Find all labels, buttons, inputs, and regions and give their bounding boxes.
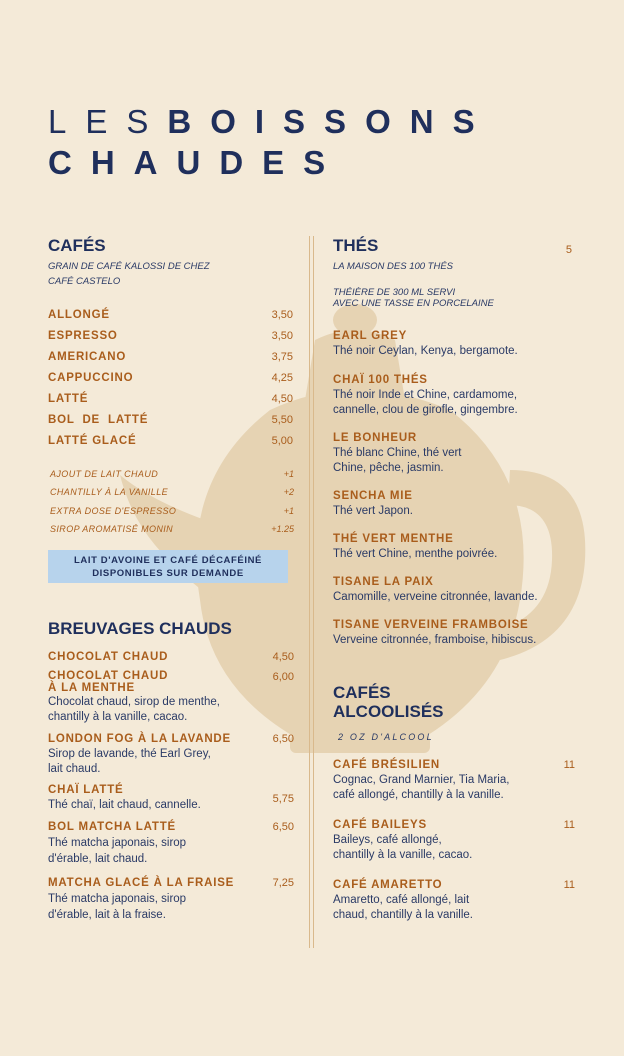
menu-item-name: CAFÉ AMARETTO bbox=[333, 879, 443, 891]
menu-item-price: 6,50 bbox=[272, 821, 294, 833]
menu-item-description: Thé vert Chine, menthe poivrée. bbox=[333, 548, 498, 560]
menu-item-name: CHAÏ LATTÉ bbox=[48, 784, 124, 796]
menu-item-description: Amaretto, café allongé, lait bbox=[333, 894, 470, 906]
addon-price: +1 bbox=[283, 469, 294, 479]
addon-price: +1 bbox=[283, 506, 294, 516]
addon-name: EXTRA DOSE D'ESPRESSO bbox=[50, 506, 177, 516]
title-bold: BOISSONS bbox=[167, 103, 494, 140]
menu-item-description: chantilly à la vanille, cacao. bbox=[333, 849, 473, 861]
section-heading-alcool: ALCOOLISÉS bbox=[333, 702, 444, 721]
menu-item-description: Chocolat chaud, sirop de menthe, bbox=[48, 696, 220, 708]
column-divider bbox=[309, 236, 310, 948]
menu-item-name: TISANE VERVEINE FRAMBOISE bbox=[333, 619, 529, 631]
menu-item-name: ALLONGÉ bbox=[48, 309, 110, 321]
menu-item-description: chaud, chantilly à la vanille. bbox=[333, 909, 473, 921]
menu-item-name: LONDON FOG À LA LAVANDE bbox=[48, 733, 232, 745]
menu-item-price: 6,00 bbox=[272, 671, 294, 683]
addon-name: SIROP AROMATISÉ MONIN bbox=[50, 524, 174, 534]
menu-item-description: Thé blanc Chine, thé vert bbox=[333, 447, 462, 459]
addon-price: +1.25 bbox=[271, 524, 294, 534]
menu-item-price: 3,50 bbox=[271, 330, 293, 342]
menu-item-name: CHOCOLAT CHAUD bbox=[48, 651, 169, 663]
addon-name: CHANTILLY À LA VANILLE bbox=[50, 487, 169, 497]
menu-item-description: Camomille, verveine citronnée, lavande. bbox=[333, 591, 538, 603]
menu-item-name: LATTÉ GLACÉ bbox=[48, 435, 137, 447]
menu-item-name: CHAÏ 100 THÉS bbox=[333, 374, 428, 386]
menu-item-price: 11 bbox=[563, 879, 575, 891]
menu-item-name: LE BONHEUR bbox=[333, 432, 418, 444]
menu-item-name: BOL MATCHA LATTÉ bbox=[48, 821, 176, 833]
menu-item-name: CAFÉ BAILEYS bbox=[333, 819, 427, 831]
menu-item-name: BOL DE LATTÉ bbox=[48, 414, 149, 426]
section-subtitle: AVEC UNE TASSE EN PORCELAINE bbox=[333, 298, 494, 309]
menu-item-description: Verveine citronnée, framboise, hibiscus. bbox=[333, 634, 537, 646]
section-subtitle: THÉIÈRE DE 300 ML SERVI bbox=[333, 287, 456, 298]
addon-price: +2 bbox=[283, 487, 294, 497]
menu-item-price: 5,50 bbox=[271, 414, 293, 426]
menu-item-description: Thé matcha japonais, sirop bbox=[48, 893, 187, 905]
section-heading-thes: THÉS bbox=[333, 236, 379, 255]
menu-item-description: d'érable, lait chaud. bbox=[48, 853, 148, 865]
section-heading-cafes: CAFÉS bbox=[48, 236, 106, 255]
title-light: LES bbox=[48, 103, 168, 140]
menu-item-price: 5,00 bbox=[271, 435, 293, 447]
menu-item-description: Thé matcha japonais, sirop bbox=[48, 837, 187, 849]
menu-item-description: Baileys, café allongé, bbox=[333, 834, 442, 846]
menu-item-description: Sirop de lavande, thé Earl Grey, bbox=[48, 748, 211, 760]
menu-item-price: 3,75 bbox=[271, 351, 293, 363]
menu-item-description: Chine, pêche, jasmin. bbox=[333, 462, 444, 474]
menu-item-name: ESPRESSO bbox=[48, 330, 118, 342]
menu-item-description: Thé chaï, lait chaud, cannelle. bbox=[48, 799, 201, 811]
menu-item-name: CAPPUCCINO bbox=[48, 372, 134, 384]
menu-item-price: 7,25 bbox=[272, 877, 294, 889]
menu-item-name: CAFÉ BRÉSILIEN bbox=[333, 759, 441, 771]
addon-name: AJOUT DE LAIT CHAUD bbox=[50, 469, 159, 479]
menu-item-name: THÉ VERT MENTHE bbox=[333, 533, 454, 545]
menu-item-name: EARL GREY bbox=[333, 330, 408, 342]
page-title bbox=[48, 102, 494, 142]
menu-item-name: LATTÉ bbox=[48, 393, 89, 405]
section-subtitle: LA MAISON DES 100 THÉS bbox=[333, 261, 454, 272]
menu-item-description: cannelle, clou de girofle, gingembre. bbox=[333, 404, 518, 416]
menu-item-name: TISANE LA PAIX bbox=[333, 576, 434, 588]
notice-banner bbox=[48, 550, 288, 583]
column-divider bbox=[313, 236, 314, 948]
menu-item-price: 5,75 bbox=[272, 793, 294, 805]
page-title-line2: CHAUDES bbox=[48, 144, 345, 181]
menu-item-price: 11 bbox=[563, 819, 575, 831]
menu-item-description: café allongé, chantilly à la vanille. bbox=[333, 789, 504, 801]
section-subtitle: 2 OZ D'ALCOOL bbox=[338, 732, 434, 742]
section-heading-breuvages: BREUVAGES CHAUDS bbox=[48, 619, 232, 638]
menu-item-name: MATCHA GLACÉ À LA FRAISE bbox=[48, 877, 235, 889]
menu-item-name: AMERICANO bbox=[48, 351, 127, 363]
menu-item-description: Thé noir Inde et Chine, cardamome, bbox=[333, 389, 518, 401]
menu-item-name: SENCHA MIE bbox=[333, 490, 413, 502]
menu-item-description: Thé vert Japon. bbox=[333, 505, 413, 517]
notice-line: LAIT D'AVOINE ET CAFÉ DÉCAFÉINÉ bbox=[74, 554, 262, 566]
section-subtitle: GRAIN DE CAFÉ KALOSSI DE CHEZ bbox=[48, 261, 210, 272]
menu-item-description: d'érable, lait à la fraise. bbox=[48, 909, 166, 921]
section-heading-alcool: CAFÉS bbox=[333, 683, 391, 702]
menu-item-name: À LA MENTHE bbox=[48, 682, 135, 694]
menu-item-price: 4,50 bbox=[272, 651, 294, 663]
menu-item-description: lait chaud. bbox=[48, 763, 101, 775]
menu-item-description: chantilly à la vanille, cacao. bbox=[48, 711, 188, 723]
menu-item-price: 11 bbox=[563, 759, 575, 771]
menu-item-description: Thé noir Ceylan, Kenya, bergamote. bbox=[333, 345, 518, 357]
menu-item-price: 3,50 bbox=[271, 309, 293, 321]
section-subtitle: CAFÉ CASTELO bbox=[48, 276, 121, 287]
notice-line: DISPONIBLES SUR DEMANDE bbox=[92, 567, 244, 579]
section-price: 5 bbox=[565, 244, 572, 256]
menu-item-price: 4,25 bbox=[271, 372, 293, 384]
menu-item-price: 4,50 bbox=[271, 393, 293, 405]
menu-item-price: 6,50 bbox=[272, 733, 294, 745]
menu-item-description: Cognac, Grand Marnier, Tia Maria, bbox=[333, 774, 510, 786]
menu-item-name: CHOCOLAT CHAUD bbox=[48, 670, 169, 682]
